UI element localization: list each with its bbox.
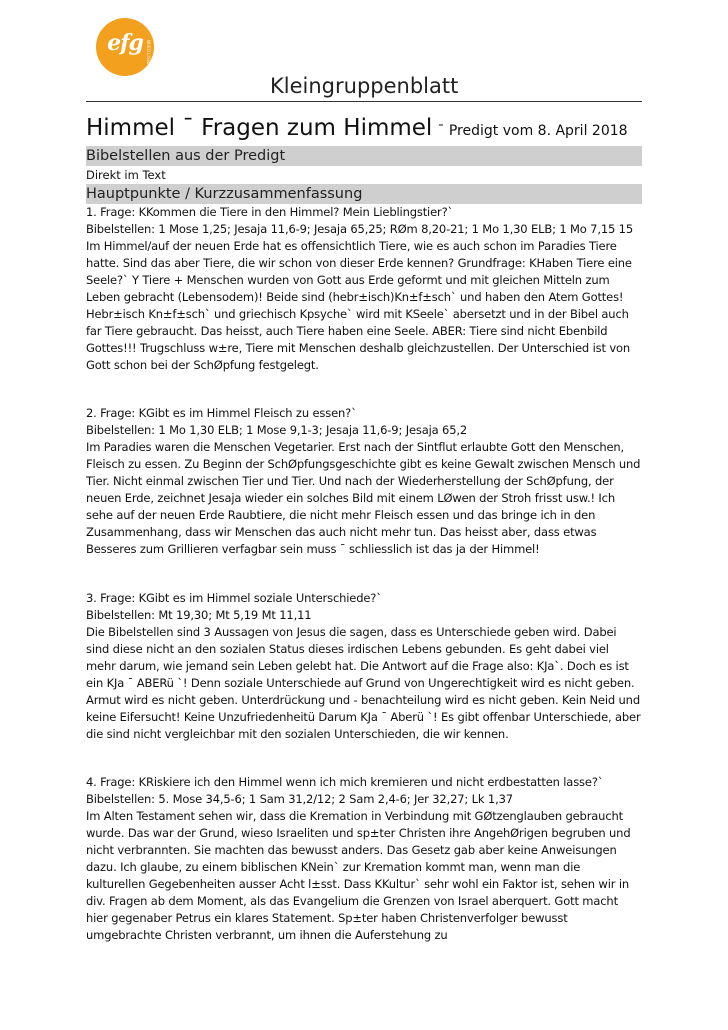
section-question: 3. Frage: KGibt es im Himmel soziale Unterschiede?`: [86, 591, 382, 605]
logo-subtext: WIEDLISBACH: [146, 40, 151, 74]
section-body: Im Himmel/auf der neuen Erde hat es offensichtlich Tiere, wie es auch schon im Paradies Tiere hatte. Sind das aber Tiere, die wir schon von dieser Erde kennen? Grundfrage: KHaben Tiere eine Seele?` Y Tiere + Menschen wurden von Gott aus Erde geformt und mit gleichen Mitteln zum Leben gebracht (Lebensodem)! Beide sind (hebr±isch)Kn±f±sch` und haben den Atem Gottes! Hebr±isch Kn±f±sch` und griechisch Kpsyche` wird mit KSeele` abersetzt und in der Bibel auch far Tiere gebraucht. Das heisst, auch Tiere haben eine Seele. ABER: Tiere sind nicht Ebenbild Gottes!!! Trugschluss w±re, Tiere mit Menschen deshalb gleichzustellen. Der Unterschied ist von Gott schon bei der SchØpfung festgelegt.: [86, 239, 632, 372]
section-body: Im Paradies waren die Menschen Vegetarier. Erst nach der Sintflut erlaubte Gott den Menschen, Fleisch zu essen. Zu Beginn der SchØpfungsgeschichte gibt es keine Gewalt zwischen Mensch und Tier. Nicht einmal zwischen Tier und Tier. Und nach der Wiederherstellung der SchØpfung, der neuen Erde, zeichnet Jesaja wieder ein solches Bild mit einem LØwen der Stroh frisst usw.! Ich sehe auf der neuen Erde Raubtiere, die nicht mehr Fleisch essen und das bringe ich in den Zusammenhang, dass wir Menschen das auch nicht mehr tun. Das heisst aber, dass etwas Besseres zum Grillieren verfagbar sein muss ¯ schliesslich ist das ja der Himmel!: [86, 440, 641, 556]
main-title: [86, 115, 646, 141]
hauptpunkte-heading: Hauptpunkte / Kurzzusammenfassung: [86, 184, 642, 204]
section-refs: Bibelstellen: 1 Mo 1,30 ELB; 1 Mose 9,1-3; Jesaja 11,6-9; Jesaja 65,2: [86, 423, 468, 437]
main-title-primary: Himmel ¯ Fragen zum Himmel: [86, 115, 433, 141]
logo-text: efg: [107, 30, 143, 56]
header-divider: [86, 101, 642, 102]
bibelstellen-heading: Bibelstellen aus der Predigt: [86, 146, 642, 166]
section-body: Die Bibelstellen sind 3 Aussagen von Jesus die sagen, dass es Unterschiede geben wird. Dabei sind diese nicht an den sozialen Status dieses irdischen Lebens gebunden. Es geht dabei viel mehr darum, wie jemand sein Leben gelebt hat. Die Antwort auf die Frage also: KJa`. Doch es ist ein KJa ¯ ABERü `! Denn soziale Unterschiede auf Grund von Ungerechtigkeit wird es nicht geben. Armut wird es nicht geben. Unterdrückung und - benachteilung wird es nicht geben. Kein Neid und keine Eifersucht! Keine Unzufriedenheitü Darum KJa ¯ Aberü `! Es gibt offenbar Unterschiede, aber die sind nicht vergleichbar mit den sozialen Unterschieden, die wir kennen.: [86, 625, 641, 741]
section-refs: Bibelstellen: 5. Mose 34,5-6; 1 Sam 31,2/12; 2 Sam 2,4-6; Jer 32,27; Lk 1,37: [86, 792, 513, 806]
section-refs: Bibelstellen: 1 Mose 1,25; Jesaja 11,6-9; Jesaja 65,25; RØm 8,20-21; 1 Mo 1,30 ELB; 1 Mo 7,15 15: [86, 222, 634, 236]
section-body: Im Alten Testament sehen wir, dass die Kremation in Verbindung mit GØtzenglauben gebraucht wurde. Das war der Grund, wieso Israeliten und sp±ter Christen ihre AngehØrigen begruben und nicht verbrannten. Sie machten das bewusst anders. Das Gesetz gab aber keine Anweisungen dazu. Ich glaube, zu einem biblischen KNein` zur Kremation kommt man, wenn man die kulturellen Gegebenheiten ausser Acht l±sst. Dass KKultur` sehr wohl ein Faktor ist, sehen wir in div. Fragen ab dem Moment, als das Evangelium die Grenzen von Israel aberquert. Gott macht hier gegenaber Petrus ein klares Statement. Sp±ter haben Christenverfolger bewusst umgebrachte Christen verbrannt, um ihnen die Auferstehung zu: [86, 809, 631, 942]
section-question: 4. Frage: KRiskiere ich den Himmel wenn ich mich kremieren und nicht erdbestatten lasse?`: [86, 775, 604, 789]
church-logo: [96, 18, 154, 76]
section-question: 2. Frage: KGibt es im Himmel Fleisch zu essen?`: [86, 406, 357, 420]
document-header-title: Kleingruppenblatt: [270, 74, 459, 98]
section-2: [86, 405, 642, 558]
section-4: [86, 774, 642, 944]
main-title-secondary: ¯ Predigt vom 8. April 2018: [437, 123, 628, 139]
section-3: [86, 590, 642, 743]
direkt-text: Direkt im Text: [86, 168, 166, 182]
section-question: 1. Frage: KKommen die Tiere in den Himmel? Mein Lieblingstier?`: [86, 205, 454, 219]
section-refs: Bibelstellen: Mt 19,30; Mt 5,19 Mt 11,11: [86, 608, 312, 622]
section-1: [86, 204, 642, 374]
